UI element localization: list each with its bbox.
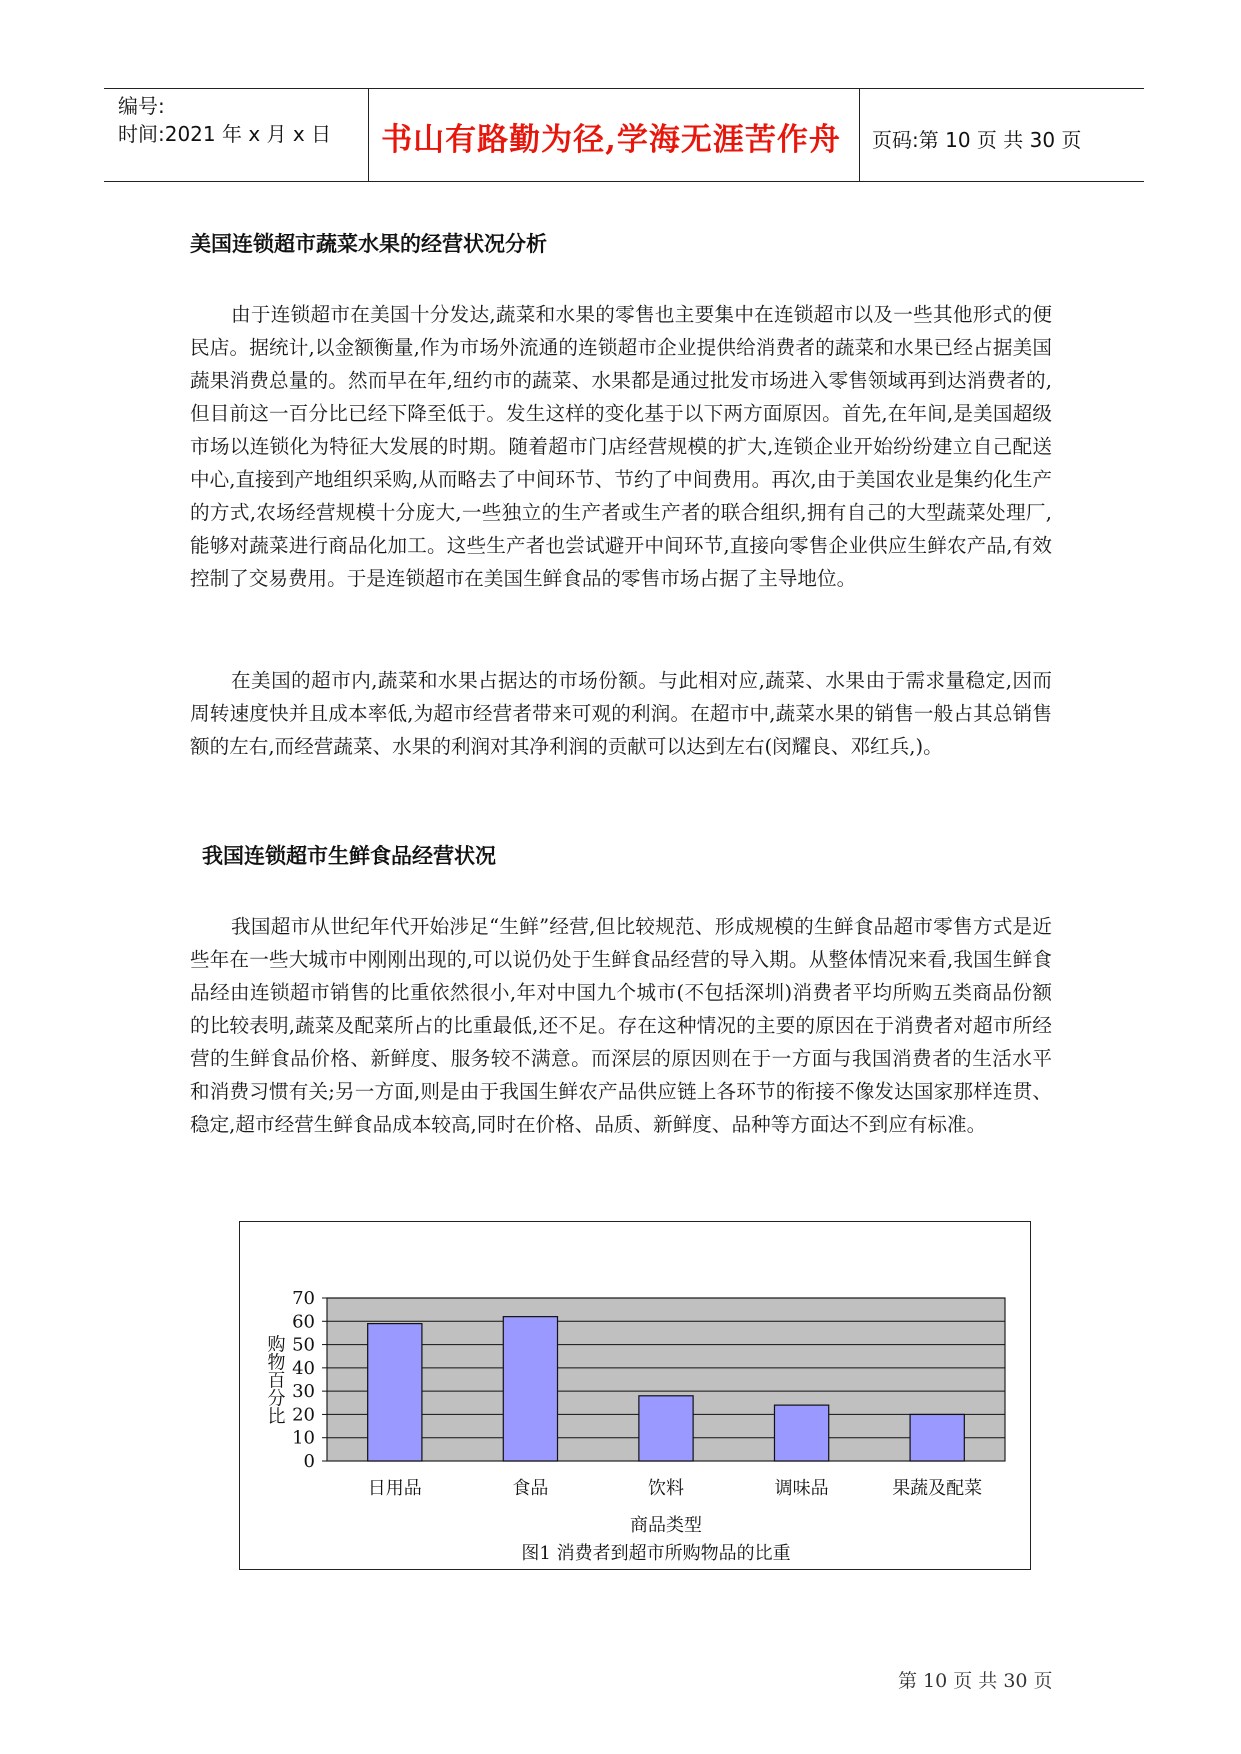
y-tick-label: 0 xyxy=(303,1451,315,1472)
section2-paragraph-1: 我国超市从世纪年代开始涉足“生鲜”经营,但比较规范、形成规模的生鲜食品超市零售方式是近些年在一些大城市中刚刚出现的,可以说仍处于生鲜食品经营的导入期。从整体情况来看,我国生鲜食品经由连锁超市销售的比重依然很小,年对中国九个城市(不包括深圳)消费者平均所购五类商品份额的比较表明,蔬菜及配菜所占的比重最低,还不足。存在这种情况的主要的原因在于消费者对超市所经营的生鲜食品价格、新鲜度、服务较不满意。而深层的原因则在于一方面与我国消费者的生活水平和消费习惯有关;另一方面,则是由于我国生鲜农产品供应链上各环节的衔接不像发达国家那样连贯、稳定,超市经营生鲜食品成本较高,同时在价格、品质、新鲜度、品种等方面达不到应有标准。 xyxy=(190,915,1052,1136)
header-meta xyxy=(118,92,331,148)
figure-caption: 图1 消费者到超市所购物品的比重 xyxy=(521,1543,791,1564)
header-bottom-rule xyxy=(104,181,1144,182)
section2-title: 我国连锁超市生鲜食品经营状况 xyxy=(202,844,496,868)
x-axis-label: 商品类型 xyxy=(630,1515,702,1536)
y-axis-label: 购物百分比 xyxy=(264,1334,286,1425)
header-motto: 书山有路勤为径,学海无涯苦作舟 xyxy=(381,122,841,158)
y-tick-label: 60 xyxy=(292,1311,315,1333)
y-tick-label: 30 xyxy=(292,1381,315,1403)
y-tick-label: 20 xyxy=(292,1404,315,1426)
header-time-label: 时间:2021 年 x 月 x 日 xyxy=(118,122,332,146)
bar xyxy=(503,1317,557,1461)
x-tick-label: 日用品 xyxy=(367,1478,422,1499)
header-top-rule xyxy=(104,88,1144,89)
bar xyxy=(774,1405,828,1461)
figure-frame xyxy=(239,1221,1031,1570)
x-tick-label: 食品 xyxy=(512,1478,549,1499)
y-tick-label: 70 xyxy=(292,1288,315,1309)
x-tick-label: 果蔬及配菜 xyxy=(892,1478,983,1499)
header-page-code: 页码:第 10 页 共 30 页 xyxy=(872,128,1082,152)
y-tick-label: 50 xyxy=(292,1334,315,1356)
x-tick-label: 饮料 xyxy=(648,1478,684,1499)
header-number-label: 编号: xyxy=(118,94,165,118)
section1-title: 美国连锁超市蔬菜水果的经营状况分析 xyxy=(190,232,547,256)
y-tick-label: 40 xyxy=(292,1357,315,1379)
y-tick-label: 10 xyxy=(292,1427,315,1449)
bar xyxy=(639,1396,693,1461)
bar-chart xyxy=(240,1222,1030,1569)
header-divider-left xyxy=(368,88,369,182)
section1-paragraph-2: 在美国的超市内,蔬菜和水果占据达的市场份额。与此相对应,蔬菜、水果由于需求量稳定,因而周转速度快并且成本率低,为超市经营者带来可观的利润。在超市中,蔬菜水果的销售一般占其总销售额的左右,而经营蔬菜、水果的利润对其净利润的贡献可以达到左右(闵耀良、邓红兵,)。 xyxy=(190,669,1052,758)
bar xyxy=(910,1414,964,1461)
bar xyxy=(368,1324,422,1461)
header-divider-right xyxy=(859,88,860,182)
x-tick-label: 调味品 xyxy=(774,1478,829,1499)
section1-paragraph-1: 由于连锁超市在美国十分发达,蔬菜和水果的零售也主要集中在连锁超市以及一些其他形式的便民店。据统计,以金额衡量,作为市场外流通的连锁超市企业提供给消费者的蔬菜和水果已经占据美国蔬果消费总量的。然而早在年,纽约市的蔬菜、水果都是通过批发市场进入零售领域再到达消费者的,但目前这一百分比已经下降至低于。发生这样的变化基于以下两方面原因。首先,在年间,是美国超级市场以连锁化为特征大发展的时期。随着超市门店经营规模的扩大,连锁企业开始纷纷建立自己配送中心,直接到产地组织采购,从而略去了中间环节、节约了中间费用。再次,由于美国农业是集约化生产的方式,农场经营规模十分庞大,一些独立的生产者或生产者的联合组织,拥有自己的大型蔬菜处理厂,能够对蔬菜进行商品化加工。这些生产者也尝试避开中间环节,直接向零售企业供应生鲜农产品,有效控制了交易费用。于是连锁超市在美国生鲜食品的零售市场占据了主导地位。 xyxy=(190,303,1052,590)
page-footer: 第 10 页 共 30 页 xyxy=(898,1670,1053,1692)
